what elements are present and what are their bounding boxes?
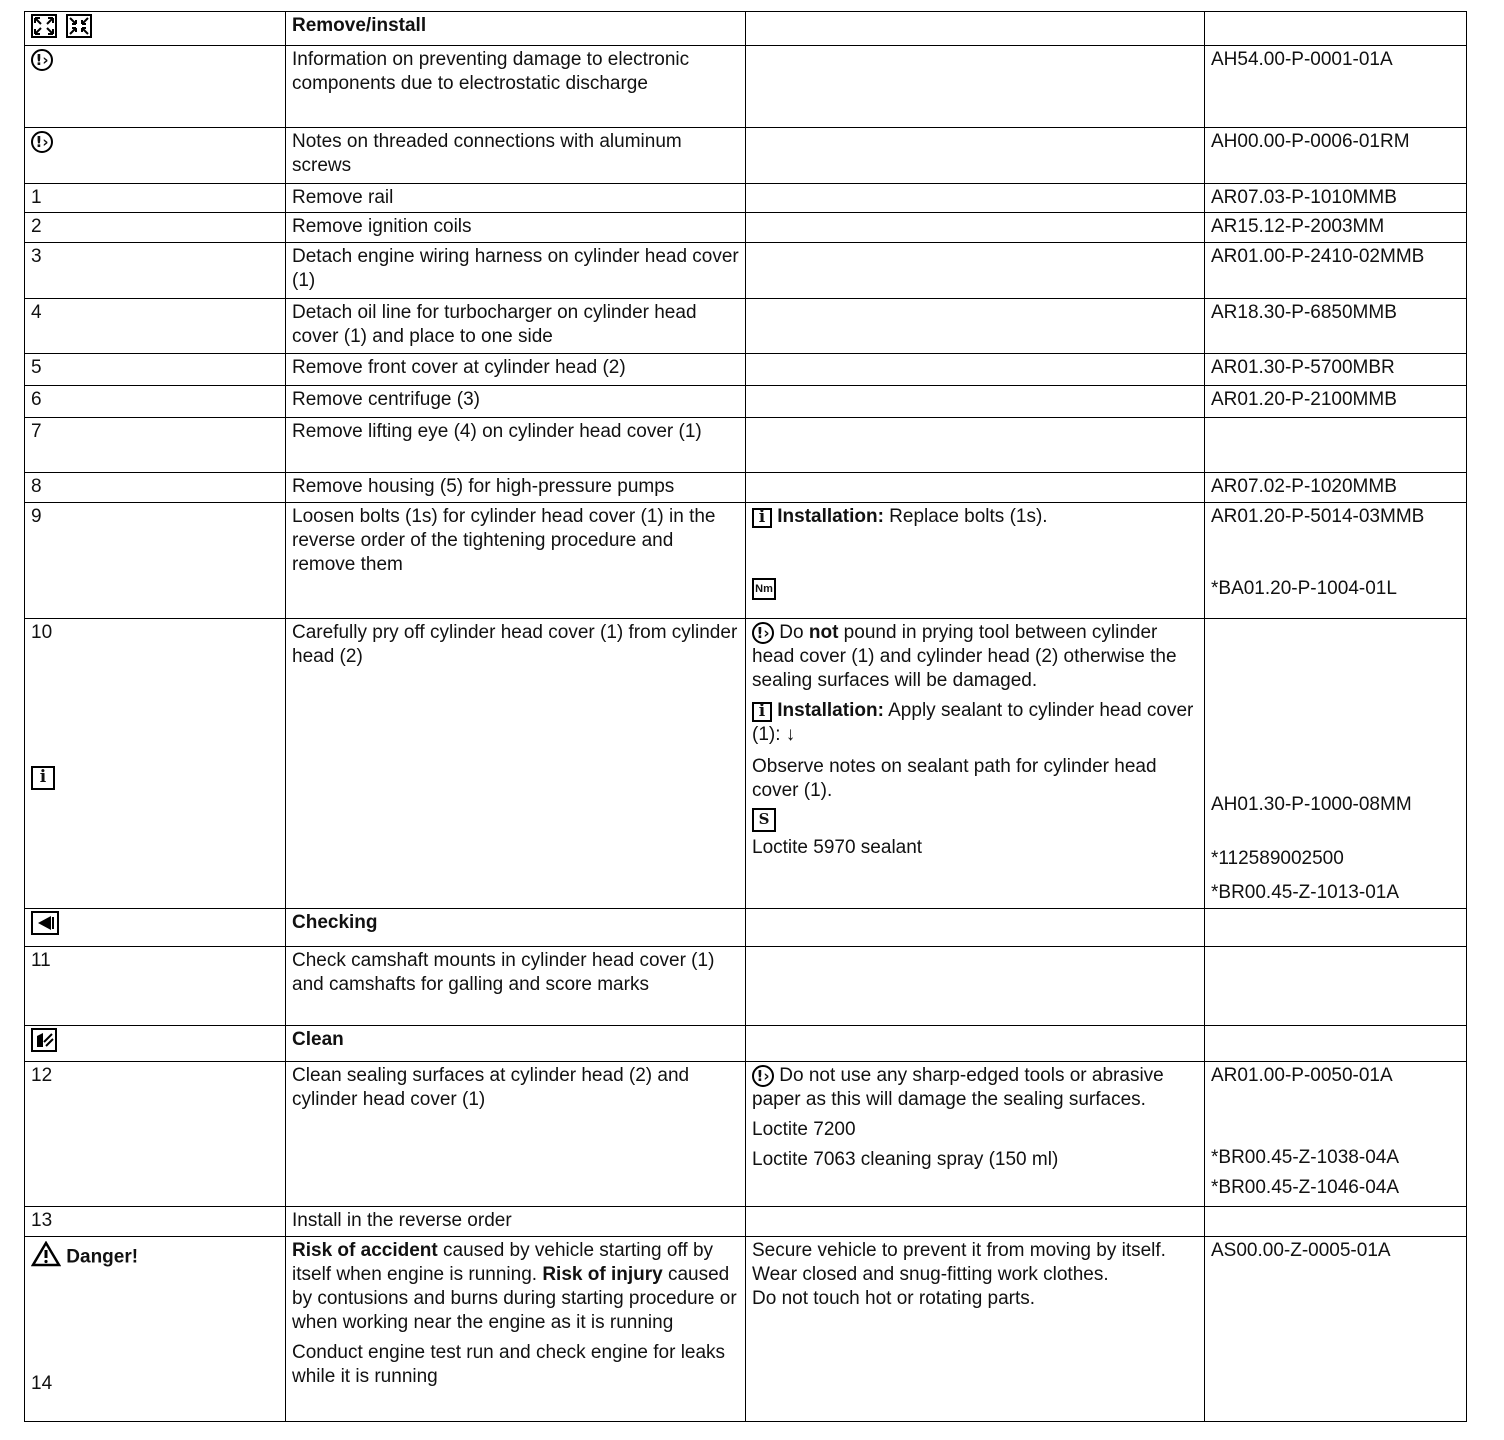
- step-number: 12: [25, 1062, 286, 1207]
- table-row: 2 Remove ignition coils AR15.12-P-2003MM: [25, 213, 1467, 243]
- step-number: 3: [25, 243, 286, 299]
- table-row: !› Information on preventing damage to electronic components due to electrostatic discharge AH54.00-P-0001-01A: [25, 46, 1467, 128]
- special-tool-icon: S: [752, 808, 776, 832]
- document-link[interactable]: AR07.02-P-1020MMB: [1205, 473, 1467, 503]
- info-icon: i: [752, 702, 772, 722]
- table-row: 10 i Carefully pry off cylinder head cover (1) from cylinder head (2) !› Do not pound in prying tool between cylinder head cover (1) and cylinder head (2) otherwise the sealing surfaces will be damaged. i Installation: Apply sealant to cylinder head cover (1): ↓ Observe notes on sealant path for cylinder head cover (1). S Loctite 5970 sealant AH01.30-P-1000-08MM *112589002500 *BR00.45-Z-1013-01A: [25, 619, 1467, 909]
- caution-note: !› Do not pound in prying tool between cylinder head cover (1) and cylinder head (2) otherwise the sealing surfaces will be damaged.: [752, 622, 1177, 691]
- document-link[interactable]: AR01.30-P-5700MBR: [1205, 354, 1467, 386]
- document-link[interactable]: *BR00.45-Z-1038-04A: [1211, 1147, 1399, 1168]
- section-title: Checking: [286, 909, 746, 947]
- step-number: 7: [25, 418, 286, 473]
- step-number: 2: [25, 213, 286, 243]
- caution-circle-icon: !›: [752, 1065, 774, 1087]
- table-row: !› Notes on threaded connections with aluminum screws AH00.00-P-0006-01RM: [25, 128, 1467, 184]
- step-number: 14: [31, 1373, 53, 1394]
- table-row: 7 Remove lifting eye (4) on cylinder head cover (1): [25, 418, 1467, 473]
- warning-triangle-icon: [31, 1241, 61, 1274]
- caution-circle-icon: !›: [752, 622, 774, 644]
- document-link[interactable]: AH00.00-P-0006-01RM: [1205, 128, 1467, 184]
- table-row: 13 Install in the reverse order: [25, 1207, 1467, 1237]
- table-row: 3 Detach engine wiring harness on cylinder head cover (1) AR01.00-P-2410-02MMB: [25, 243, 1467, 299]
- info-icon: i: [752, 508, 772, 528]
- step-number: 10: [31, 622, 53, 643]
- table-row: Danger! 14 Risk of accident caused by vehicle starting off by itself when engine is running. Risk of injury caused by contusions and burns during starting procedure or when working near the engine as it is running Conduct engine test run and check engine for leaks while it is running Secure vehicle to prevent it from moving by itself. Wear closed and snug-fitting work clothes. Do not touch hot or rotating parts. AS00.00-Z-0005-01A: [25, 1237, 1467, 1422]
- torque-icon: Nm: [752, 578, 776, 600]
- step-number: 11: [25, 947, 286, 1026]
- table-row: 8 Remove housing (5) for high-pressure pumps AR07.02-P-1020MMB: [25, 473, 1467, 503]
- document-link[interactable]: AH54.00-P-0001-01A: [1205, 46, 1467, 128]
- document-link[interactable]: *112589002500: [1211, 848, 1344, 869]
- document-link[interactable]: AH01.30-P-1000-08MM: [1211, 794, 1412, 815]
- row-icons: [25, 12, 286, 46]
- step-number: 4: [25, 299, 286, 354]
- info-icon: i: [31, 766, 55, 790]
- danger-label: Danger!: [31, 1241, 280, 1274]
- document-link[interactable]: AR01.00-P-2410-02MMB: [1205, 243, 1467, 299]
- caution-circle-icon: !›: [31, 131, 53, 153]
- document-link[interactable]: AS00.00-Z-0005-01A: [1205, 1237, 1467, 1422]
- table-row: 12 Clean sealing surfaces at cylinder head (2) and cylinder head cover (1) !› Do not use any sharp-edged tools or abrasive paper as this will damage the sealing surfaces. Loctite 7200 Loctite 7063 cleaning spray (150 ml) AR01.00-P-0050-01A *BR00.45-Z-1038-04A *BR00.45-Z-1046-04A: [25, 1062, 1467, 1207]
- document-link[interactable]: AR07.03-P-1010MMB: [1205, 184, 1467, 213]
- step-number: 13: [25, 1207, 286, 1237]
- section-title: Remove/install: [286, 12, 746, 46]
- document-link[interactable]: *BR00.45-Z-1013-01A: [1211, 882, 1399, 903]
- step-number: 9: [25, 503, 286, 619]
- clean-icon: [31, 1028, 57, 1059]
- danger-text: Risk of accident caused by vehicle starting off by itself when engine is running. Risk of injury caused by contusions and burns during starting procedure or when working near the engine as it is running: [292, 1240, 737, 1333]
- step-number: 8: [25, 473, 286, 503]
- table-row: [25, 909, 1467, 947]
- table-row: 9 Loosen bolts (1s) for cylinder head cover (1) in the reverse order of the tightening procedure and remove them i Installation: Replace bolts (1s). Nm AR01.20-P-5014-03MMB *BA01.20-P-1004-01L: [25, 503, 1467, 619]
- table-row: 1 Remove rail AR07.03-P-1010MMB: [25, 184, 1467, 213]
- collapse-icon: [66, 14, 92, 45]
- document-link[interactable]: AR01.20-P-5014-03MMB: [1211, 506, 1425, 527]
- table-row: 4 Detach oil line for turbocharger on cylinder head cover (1) and place to one side AR18.30-P-6850MMB: [25, 299, 1467, 354]
- document-link[interactable]: AR01.20-P-2100MMB: [1205, 386, 1467, 418]
- step-number: 5: [25, 354, 286, 386]
- document-link[interactable]: AR01.00-P-0050-01A: [1211, 1065, 1393, 1086]
- section-title: Clean: [286, 1026, 746, 1062]
- caution-note: !› Do not use any sharp-edged tools or abrasive paper as this will damage the sealing surfaces.: [752, 1065, 1164, 1110]
- step-number: 6: [25, 386, 286, 418]
- document-link[interactable]: *BR00.45-Z-1046-04A: [1211, 1177, 1399, 1198]
- table-row: 6 Remove centrifuge (3) AR01.20-P-2100MMB: [25, 386, 1467, 418]
- expand-icon: [31, 14, 57, 45]
- caution-circle-icon: !›: [31, 49, 53, 71]
- table-row: [25, 1026, 1467, 1062]
- document-link[interactable]: *BA01.20-P-1004-01L: [1211, 578, 1397, 599]
- checking-icon: [31, 911, 59, 942]
- table-row: 5 Remove front cover at cylinder head (2) AR01.30-P-5700MBR: [25, 354, 1467, 386]
- step-number: 1: [25, 184, 286, 213]
- table-row: [25, 12, 1467, 46]
- installation-note: i Installation: Apply sealant to cylinder head cover (1): ↓: [752, 700, 1194, 745]
- procedure-table: [24, 11, 1467, 1422]
- document-link[interactable]: AR18.30-P-6850MMB: [1205, 299, 1467, 354]
- table-row: 11 Check camshaft mounts in cylinder head cover (1) and camshafts for galling and score marks: [25, 947, 1467, 1026]
- document-link[interactable]: AR15.12-P-2003MM: [1205, 213, 1467, 243]
